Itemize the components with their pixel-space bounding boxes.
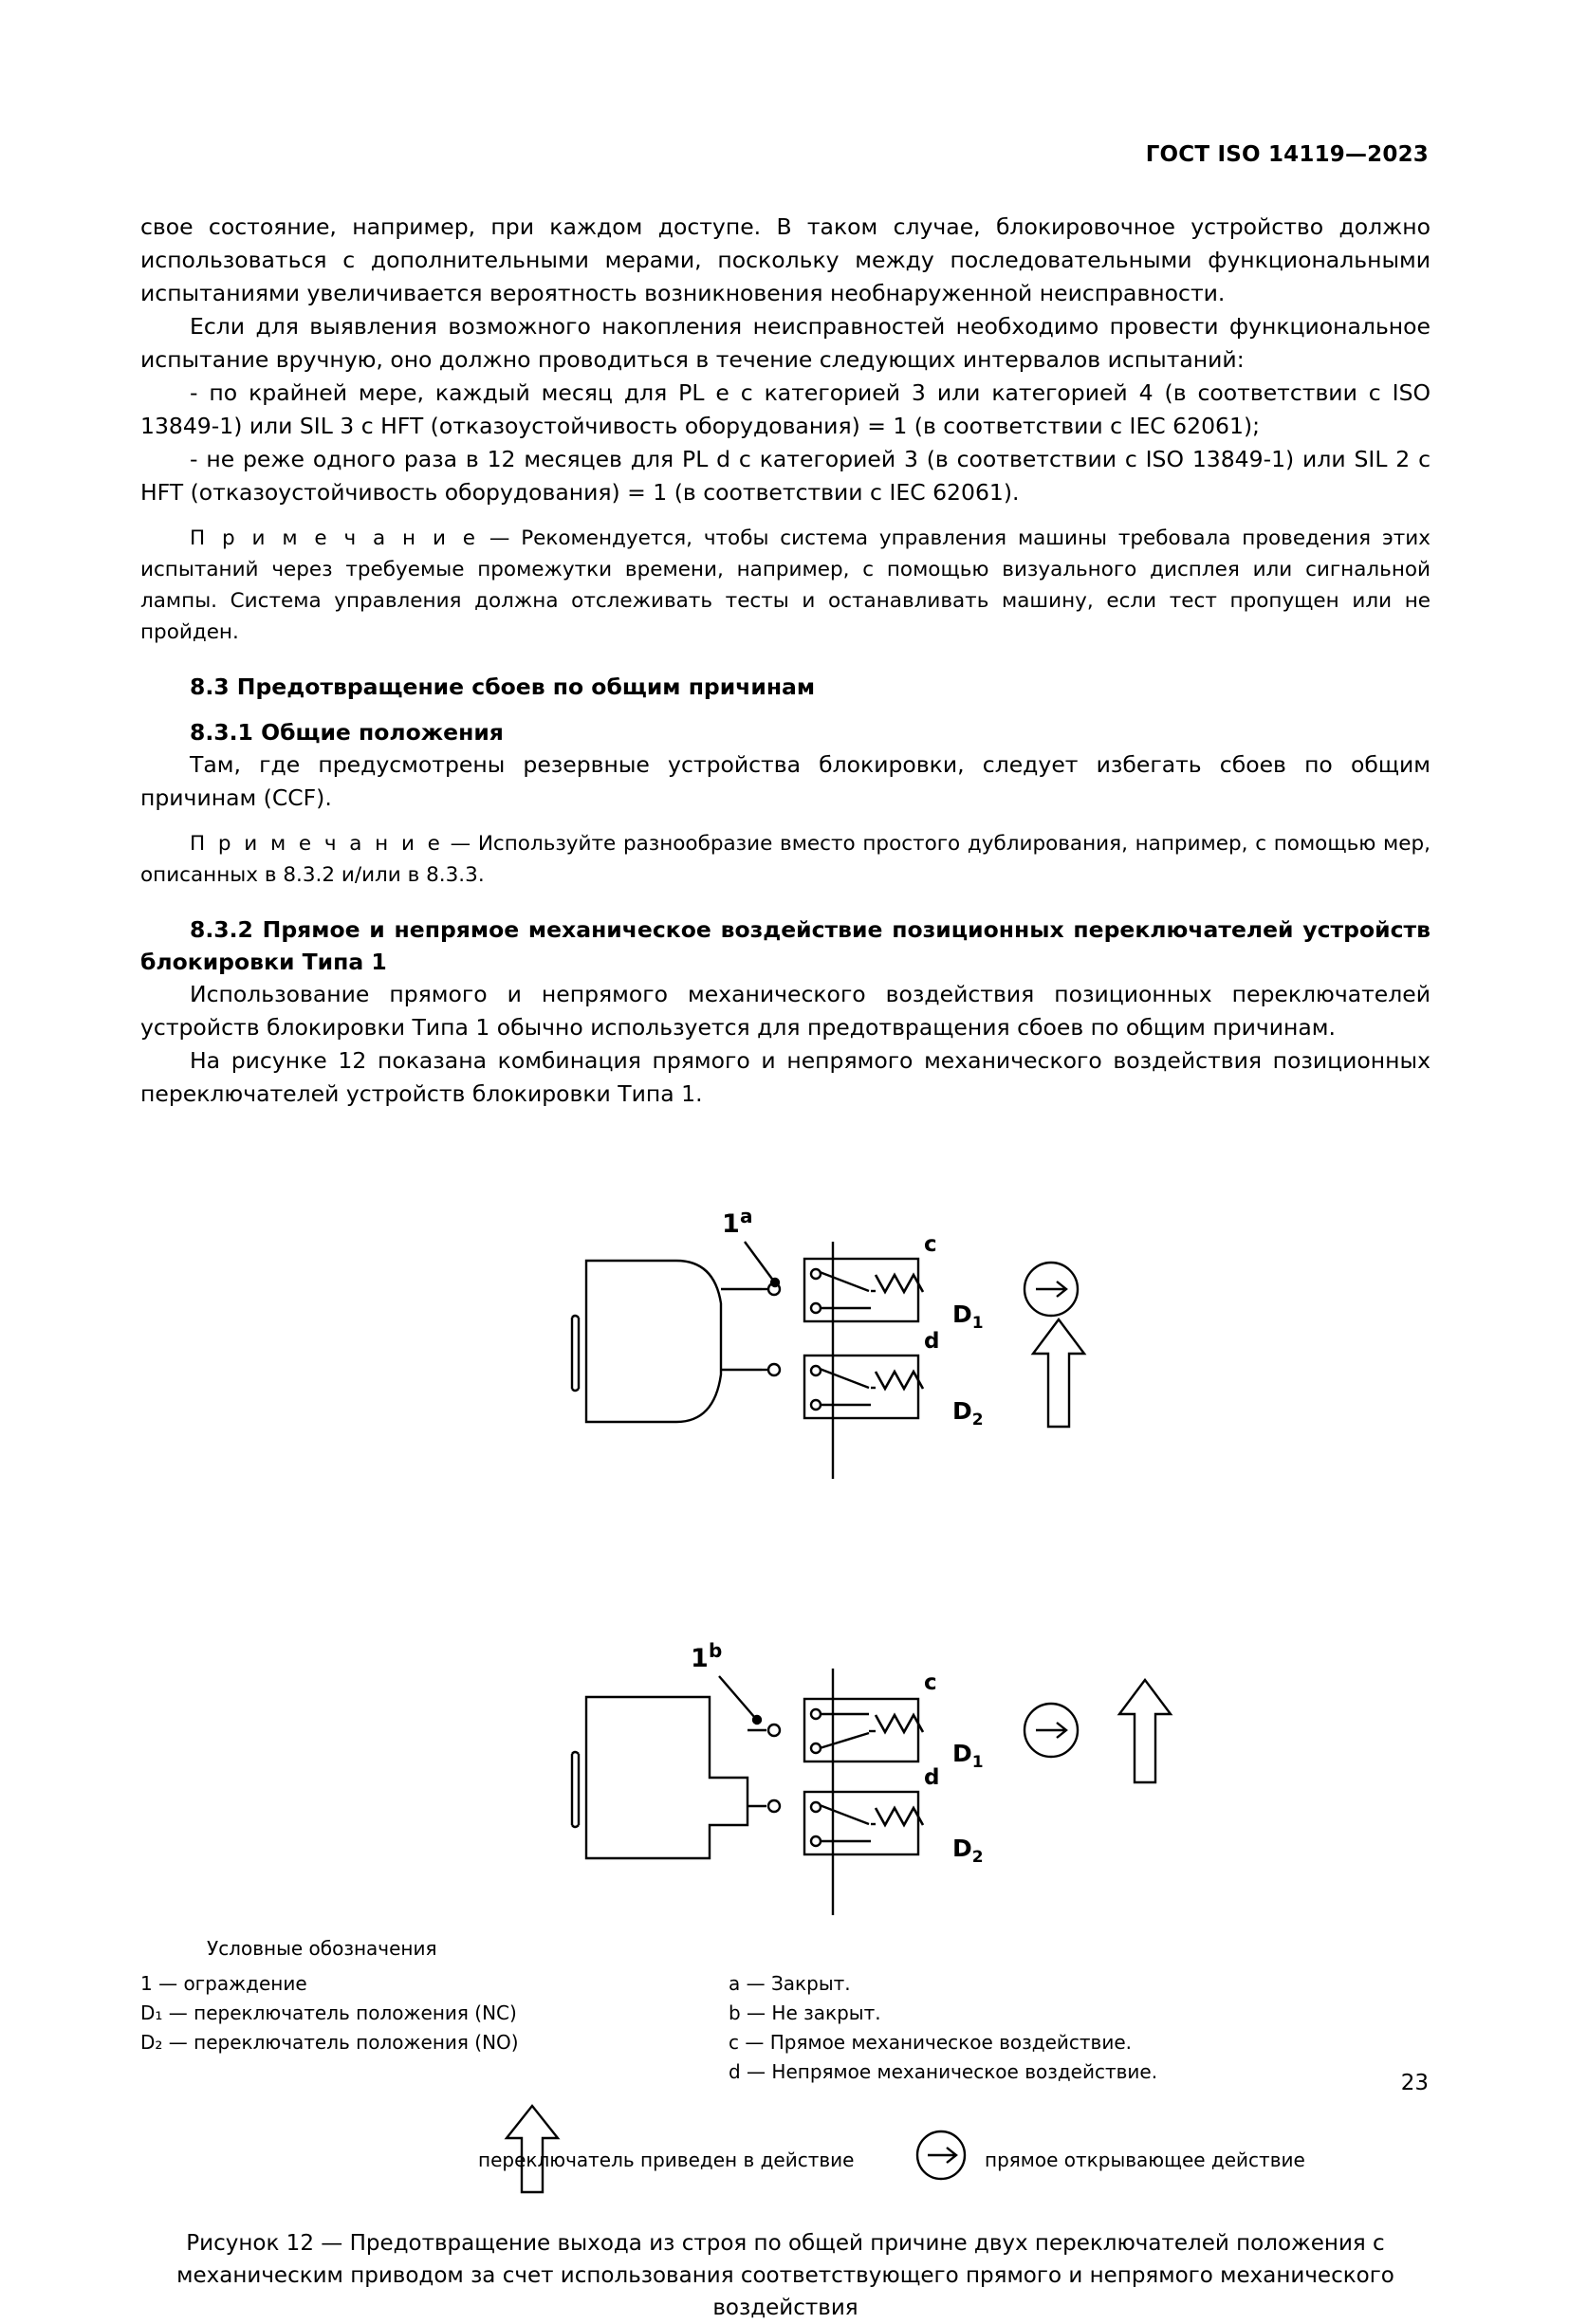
paragraph-1: свое состояние, например, при каждом доступе. В таком случае, блокировочное устройство должно использоваться с дополнительными мерами, поскольку между последовательными функциональными испытаниями увеличивается вероятность возникновения необнаруженной неисправности. [140, 213, 1431, 306]
legend-item: b — Не закрыт. [729, 2001, 881, 2024]
page-number: 23 [1400, 2071, 1429, 2095]
legend-item: D₂ — переключатель положения (NO) [140, 2031, 519, 2054]
note-1 [140, 523, 1431, 648]
label-d-b: d [924, 1765, 940, 1790]
label-D1-b: $D_1$ [952, 1740, 984, 1772]
legend-symbols-row [140, 2108, 1431, 2203]
legend-item: a — Закрыт. [729, 1972, 851, 1995]
legend-title: Условные обозначения [207, 1937, 437, 1960]
bullet-1: - по крайней мере, каждый месяц для PL e с категорией 3 или категорией 4 (в соответствии с ISO 13849-1) или SIL 3 с HFT (отказоустойчивость оборудования) = 1 (в соответствии с IEC 62061); [140, 379, 1431, 439]
figure-12-diagram-b [140, 1640, 1431, 1925]
note-label-2: П р и м е ч а н и е [190, 832, 443, 856]
legend-arrow-text: переключатель приведен в действие [478, 2149, 855, 2171]
label-D2-b: $D_2$ [952, 1835, 984, 1867]
figure-caption: Рисунок 12 — Предотвращение выхода из строя по общей причине двух переключателей положения с механическим приводом за счет использования соответствующего прямого и непрямого механического воздействия [176, 2231, 1394, 2320]
heading-8-3: 8.3 Предотвращение сбоев по общим причинам [190, 673, 816, 700]
diagram-b-svg [140, 1640, 1431, 1925]
note-label-1: П р и м е ч а н и е [190, 526, 479, 550]
label-a: a [740, 1205, 753, 1227]
figure-12-diagram-a [140, 1137, 1431, 1640]
page-content [140, 211, 1431, 2324]
label-b: b [709, 1640, 723, 1662]
heading-8-3-2: 8.3.2 Прямое и непрямое механическое воздействие позиционных переключателей устройств блокировки Типа 1 [140, 916, 1431, 975]
legend-item: c — Прямое механическое воздействие. [729, 2031, 1132, 2054]
page-header: ГОСТ ISO 14119—2023 [1145, 142, 1429, 167]
note-1-text: — Рекомендуется, чтобы система управления машины требовала проведения этих испытаний через требуемые промежутки времени, например, с помощью визуального дисплея или сигнальной лампы. Система управления должна отслеживать тесты и останавливать машину, если тест пропущен или не пройден. [140, 526, 1431, 644]
legend-circle-text: прямое открывающее действие [985, 2149, 1305, 2171]
legend-item: 1 — ограждение [140, 1972, 307, 1995]
bullet-2: - не реже одного раза в 12 месяцев для PL d с категорией 3 (в соответствии с ISO 13849-1) или SIL 2 с HFT (отказоустойчивость оборудования) = 1 (в соответствии с IEC 62061). [140, 446, 1431, 506]
legend-item: d — Непрямое механическое воздействие. [729, 2060, 1158, 2083]
label-guard-b: 1 [691, 1644, 709, 1673]
note-2 [140, 828, 1431, 891]
paragraph-5: На рисунке 12 показана комбинация прямого и непрямого механического воздействия позиционных переключателей устройств блокировки Типа 1. [140, 1047, 1431, 1107]
legend-item: D₁ — переключатель положения (NC) [140, 2001, 517, 2024]
note-2-text: — Используйте разнообразие вместо простого дублирования, например, с помощью мер, описанных в 8.3.2 и/или в 8.3.3. [140, 832, 1431, 887]
paragraph-4: Использование прямого и непрямого механического воздействия позиционных переключателей устройств блокировки Типа 1 обычно используется для предотвращения сбоев по общим причинам. [140, 981, 1431, 1041]
label-d: d [924, 1329, 940, 1354]
label-D2: $D_2$ [952, 1397, 984, 1429]
label-c: c [924, 1232, 937, 1257]
legend-right-column [729, 1969, 1393, 2087]
label-c-b: c [924, 1670, 937, 1695]
paragraph-2: Если для выявления возможного накопления неисправностей необходимо провести функциональное испытание вручную, оно должно проводиться в течение следующих интервалов испытаний: [140, 313, 1431, 373]
label-D1: $D_1$ [952, 1300, 984, 1333]
diagram-a-svg [140, 1137, 1431, 1640]
legend-left-column [140, 1969, 729, 2087]
label-guard-a: 1 [722, 1209, 740, 1239]
paragraph-3: Там, где предусмотрены резервные устройства блокировки, следует избегать сбоев по общим причинам (CCF). [140, 751, 1431, 811]
heading-8-3-1: 8.3.1 Общие положения [190, 719, 504, 746]
figure-legend [140, 1934, 1431, 2324]
